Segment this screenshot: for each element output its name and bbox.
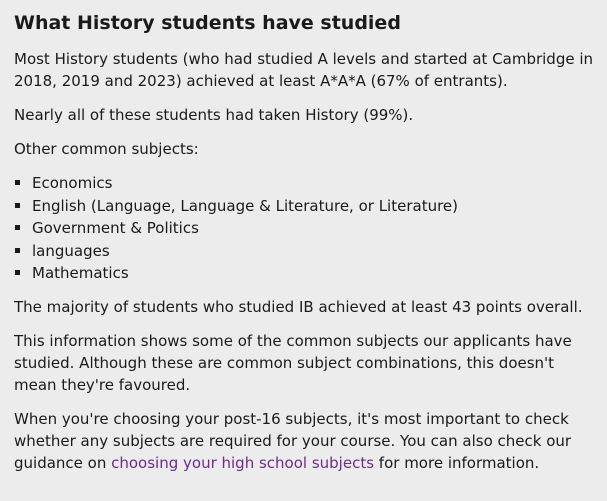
square-bullet-icon (15, 270, 20, 275)
disclaimer-paragraph: This information shows some of the common subjects our applicants have studied. Although these are common subject combinations, this doesn't mean they're favoured. (14, 331, 572, 394)
square-bullet-icon (15, 180, 20, 185)
square-bullet-icon (15, 203, 20, 208)
high-school-subjects-link[interactable]: choosing your high school subjects (111, 453, 375, 472)
list-item-label: English (Language, Language & Literature, or Literature) (32, 196, 458, 215)
list-item-label: Economics (32, 174, 113, 192)
list-item (14, 195, 599, 218)
list-item (14, 217, 599, 240)
square-bullet-icon (15, 225, 20, 230)
advice-paragraph (14, 408, 599, 474)
list-item-label: Mathematics (32, 264, 129, 282)
list-item (14, 172, 599, 195)
square-bullet-icon (15, 248, 20, 253)
advice-text-suffix: for more information. (374, 453, 540, 472)
other-subjects-label: Other common subjects: (14, 140, 199, 158)
list-item (14, 240, 599, 263)
history-share-paragraph: Nearly all of these students had taken History (99%). (14, 106, 414, 124)
intro-paragraph: Most History students (who had studied A levels and started at Cambridge in 2018, 2019 and 2023) achieved at least A*A*A (67% of entrants). (14, 50, 594, 90)
list-item-label: languages (32, 241, 110, 260)
other-subjects-list (14, 172, 599, 285)
section-title: What History students have studied (14, 12, 401, 34)
advice-text-prefix: When you're choosing your post-16 subjects, it's most important to check whether any subjects are required for your course. You can also check our guidance on (14, 409, 572, 472)
list-item-label: Government & Politics (32, 219, 199, 237)
list-item (14, 262, 599, 285)
ib-note-paragraph: The majority of students who studied IB achieved at least 43 points overall. (14, 297, 583, 316)
